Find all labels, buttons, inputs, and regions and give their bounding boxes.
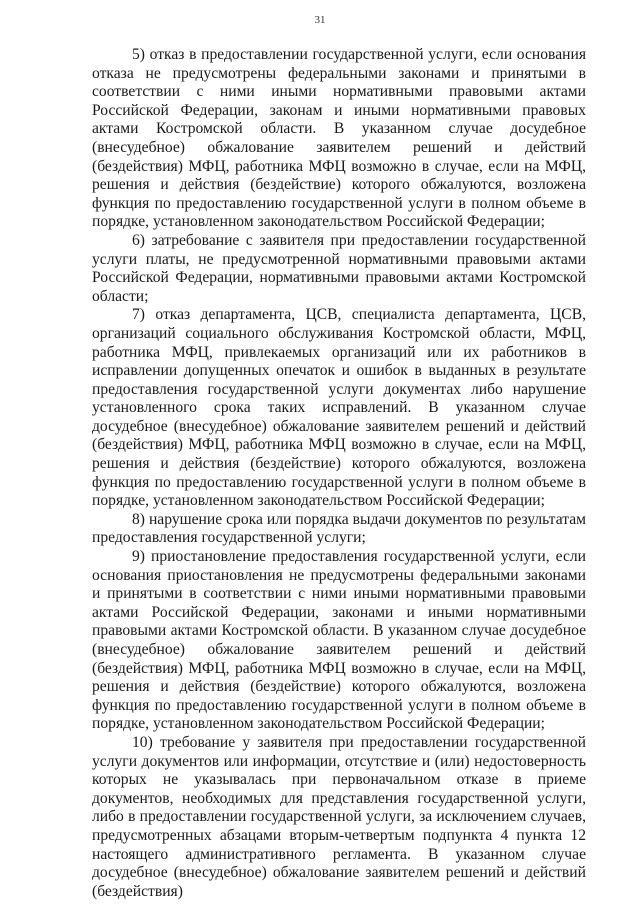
document-body [92,46,586,901]
paragraph-item-7: 7) отказ департамента, ЦСВ, специалиста департамента, ЦСВ, организаций социального обслуживания Костромской области, МФЦ, работника МФЦ, привлекаемых организаций или их работников в исправлении допущенных опечаток и ошибок в выданных в результате предоставления государственной услуги документах либо нарушение установленного срока таких исправлений. В указанном случае досудебное (внесудебное) обжалование заявителем решений и действий (бездействия) МФЦ, работника МФЦ возможно в случае, если на МФЦ, решения и действия (бездействие) которого обжалуются, возложена функция по предоставлению государственной услуги в полном объеме в порядке, установленном законодательством Российской Федерации; [92,306,586,510]
paragraph-item-10: 10) требование у заявителя при предоставлении государственной услуги документов или информации, отсутствие и (или) недостоверность которых не указывалась при первоначальном отказе в приеме документов, необходимых для представления государственной услуги, либо в предоставлении государственной услуги, за исключением случаев, предусмотренных абзацами вторым-четвертым подпункта 4 пункта 12 настоящего административного регламента. В указанном случае досудебное (внесудебное) обжалование заявителем решений и действий (бездействия) [92,733,586,900]
paragraph-item-8: 8) нарушение срока или порядка выдачи документов по результатам предоставления государственной услуги; [92,510,586,547]
paragraph-item-9: 9) приостановление предоставления государственной услуги, если основания приостановления не предусмотрены федеральными законами и принятыми в соответствии с ними иными нормативными правовыми актами Российской Федерации, законами и иными нормативными правовыми актами Костромской области. В указанном случае досудебное (внесудебное) обжалование заявителем решений и действий (бездействия) МФЦ, работника МФЦ возможно в случае, если на МФЦ, решения и действия (бездействие) которого обжалуются, возложена функция по предоставлению государственной услуги в полном объеме в порядке, установленном законодательством Российской Федерации; [92,548,586,733]
page-number: 31 [314,14,326,26]
paragraph-item-5: 5) отказ в предоставлении государственной услуги, если основания отказа не предусмотрены федеральными законами и принятыми в соответствии с ними иными нормативными правовыми актами Российской Федерации, законам и иными нормативными правовых актами Костромской области. В указанном случае досудебное (внесудебное) обжалование заявителем решений и действий (бездействия) МФЦ, работника МФЦ возможно в случае, если на МФЦ, решения и действия (бездействие) которого обжалуются, возложена функция по предоставлению государственной услуги в полном объеме в порядке, установленном законодательством Российской Федерации; [92,46,586,231]
paragraph-item-6: 6) затребование с заявителя при предоставлении государственной услуги платы, не предусмотренной нормативными правовыми актами Российской Федерации, нормативными правовыми актами Костромской области; [92,231,586,305]
